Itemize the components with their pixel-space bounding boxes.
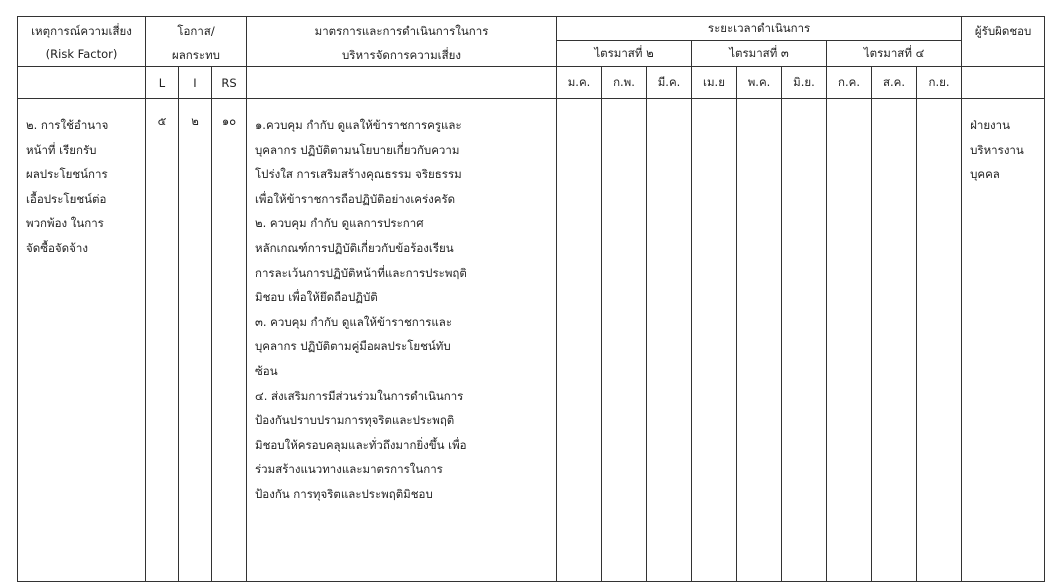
L-value: ๕ (146, 99, 179, 582)
measure-text-line: โปร่งใส การเสริมสร้างคุณธรรม จริยธรรม (255, 167, 462, 182)
risk-factor-text-line: จัดซื้อจัดจ้าง (26, 240, 88, 255)
month-cell (557, 99, 602, 582)
likelihood-header-line1: โอกาส/ (177, 24, 215, 38)
month-cell (917, 99, 962, 582)
month-header: เม.ย (692, 67, 737, 99)
quarter-2-header: ไตรมาสที่ ๒ (557, 41, 692, 67)
risk-factor-text-line: พวกพ้อง ในการ (26, 216, 104, 231)
month-header: มี.ค. (647, 67, 692, 99)
measure-text-line: ซ้อน (255, 363, 278, 378)
likelihood-header-line2: ผลกระทบ (172, 48, 220, 62)
RS-header: RS (212, 67, 247, 99)
month-header: ก.พ. (602, 67, 647, 99)
measures-header-line1: มาตรการและการดำเนินการในการ (314, 24, 489, 38)
month-cell (872, 99, 917, 582)
I-header: I (179, 67, 212, 99)
responsible-text-line: ฝ่ายงาน (970, 118, 1010, 132)
header-row-1 (18, 17, 1045, 41)
risk-factor-header-blank (18, 67, 146, 99)
measure-text-line: หลักเกณฑ์การปฏิบัติเกี่ยวกับข้อร้องเรียน (255, 240, 454, 255)
table-row (18, 99, 1045, 582)
measure-text-line: ๒. ควบคุม กำกับ ดูแลการประกาศ (255, 216, 424, 231)
quarter-3-header: ไตรมาสที่ ๓ (692, 41, 827, 67)
risk-factor-text-line: เอื้อประโยชน์ต่อ (26, 191, 107, 206)
measures-header (247, 17, 557, 67)
header-row-3 (18, 67, 1045, 99)
responsible-cell (962, 99, 1045, 582)
month-cell (692, 99, 737, 582)
measure-text-line: ร่วมสร้างแนวทางและมาตรการในการ (255, 462, 443, 477)
month-cell (602, 99, 647, 582)
measure-text-line: ๔. ส่งเสริมการมีส่วนร่วมในการดำเนินการ (255, 388, 464, 403)
measure-text-line: บุคลากร ปฏิบัติตามนโยบายเกี่ยวกับความ (255, 142, 460, 157)
quarter-4-header: ไตรมาสที่ ๔ (827, 41, 962, 67)
L-header: L (146, 67, 179, 99)
month-cell (827, 99, 872, 582)
month-header: ส.ค. (872, 67, 917, 99)
measure-text-line: ๑.ควบคุม กำกับ ดูแลให้ข้าราชการครูและ (255, 118, 462, 132)
month-header: ก.ค. (827, 67, 872, 99)
measure-text-line: บุคลากร ปฏิบัติตามคู่มือผลประโยชน์ทับ (255, 339, 451, 354)
measures-header-blank (247, 67, 557, 99)
risk-factor-text-line: ผลประโยชน์การ (26, 167, 108, 182)
measure-text-line: ป้องกันปราบปรามการทุจริตและประพฤติ (255, 413, 455, 428)
responsible-text-line: บุคคล (970, 167, 1000, 182)
RS-value: ๑๐ (212, 99, 247, 582)
risk-factor-header-line1: เหตุการณ์ความเสี่ยง (31, 24, 132, 38)
measure-text-line: มิชอบ เพื่อให้ยึดถือปฏิบัติ (255, 290, 378, 305)
month-header: พ.ค. (737, 67, 782, 99)
month-header: ม.ค. (557, 67, 602, 99)
month-cell (647, 99, 692, 582)
risk-factor-text-line: หน้าที่ เรียกรับ (26, 142, 97, 157)
measures-cell (247, 99, 557, 582)
month-cell (737, 99, 782, 582)
risk-factor-text-line: ๒. การใช้อำนาจ (26, 118, 109, 132)
I-value: ๒ (179, 99, 212, 582)
measure-text-line: มิชอบให้ครอบคลุมและทั่วถึงมากยิ่งขึ้น เพื่อ (255, 437, 467, 452)
measure-text-line: เพื่อให้ข้าราชการถือปฏิบัติอย่างเคร่งครัด (255, 191, 456, 206)
month-header: มิ.ย. (782, 67, 827, 99)
responsible-header: ผู้รับผิดชอบ (962, 17, 1045, 67)
measure-text-line: การละเว้นการปฏิบัติหน้าที่และการประพฤติ (255, 265, 467, 280)
risk-factor-header-line2: (Risk Factor) (45, 47, 118, 61)
period-header: ระยะเวลาดำเนินการ (557, 17, 962, 41)
responsible-text-line: บริหารงาน (970, 142, 1024, 157)
measure-text-line: ๓. ควบคุม กำกับ ดูแลให้ข้าราชการและ (255, 314, 453, 329)
measures-header-line2: บริหารจัดการความเสี่ยง (342, 48, 461, 62)
month-header: ก.ย. (917, 67, 962, 99)
risk-management-table (17, 16, 1045, 582)
risk-factor-header (18, 17, 146, 67)
likelihood-impact-header (146, 17, 247, 67)
month-cell (782, 99, 827, 582)
measure-text-line: ป้องกัน การทุจริตและประพฤติมิชอบ (255, 486, 433, 501)
risk-factor-cell (18, 99, 146, 582)
responsible-header-blank (962, 67, 1045, 99)
